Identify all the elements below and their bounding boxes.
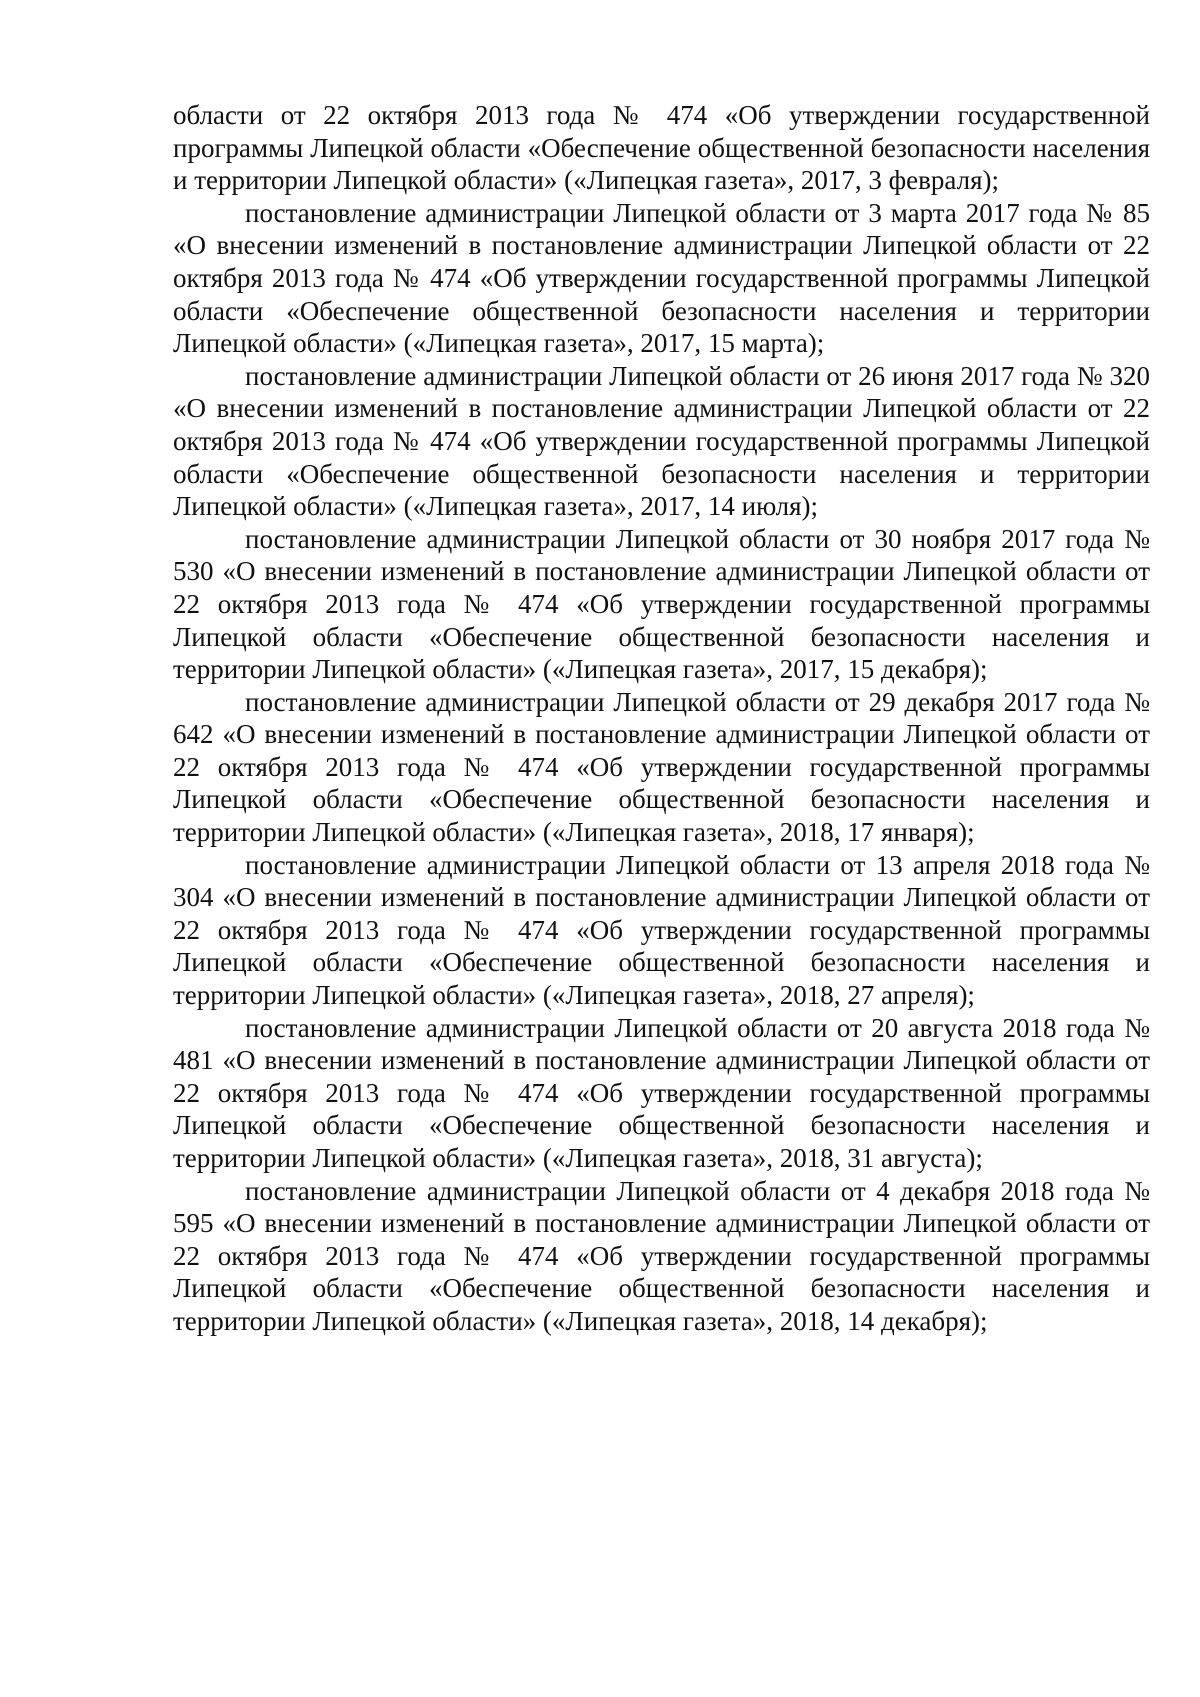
document-page (173, 99, 1150, 1338)
paragraph-resolution-642: постановление администрации Липецкой области от 29 декабря 2017 года № 642 «О внесении изменений в постановление администрации Липецкой области от 22 октября 2013 года № 474 «Об утверждении государственной программы Липецкой области «Обеспечение общественной безопасности населения и территории Липецкой области» («Липецкая газета», 2018, 17 января); (173, 686, 1150, 848)
paragraph-resolution-595: постановление администрации Липецкой области от 4 декабря 2018 года № 595 «О внесении изменений в постановление администрации Липецкой области от 22 октября 2013 года № 474 «Об утверждении государственной программы Липецкой области «Обеспечение общественной безопасности населения и территории Липецкой области» («Липецкая газета», 2018, 14 декабря); (173, 1175, 1150, 1336)
paragraph-resolution-481: постановление администрации Липецкой области от 20 августа 2018 года № 481 «О внесении изменений в постановление администрации Липецкой области от 22 октября 2013 года № 474 «Об утверждении государственной программы Липецкой области «Обеспечение общественной безопасности населения и территории Липецкой области» («Липецкая газета», 2018, 31 августа); (173, 1012, 1150, 1173)
paragraph-resolution-85: постановление администрации Липецкой области от 3 марта 2017 года № 85 «О внесении изменений в постановление администрации Липецкой области от 22 октября 2013 года № 474 «Об утверждении государственной программы Липецкой области «Обеспечение общественной безопасности населения и территории Липецкой области» («Липецкая газета», 2017, 15 марта); (173, 197, 1150, 359)
paragraph-resolution-320: постановление администрации Липецкой области от 26 июня 2017 года № 320 «О внесении изменений в постановление администрации Липецкой области от 22 октября 2013 года № 474 «Об утверждении государственной программы Липецкой области «Обеспечение общественной безопасности населения и территории Липецкой области» («Липецкая газета», 2017, 14 июля); (173, 360, 1150, 522)
paragraph-continuation: области от 22 октября 2013 года № 474 «Об утверждении государственной программы Липецкой области «Обеспечение общественной безопасности населения и территории Липецкой области» («Липецкая газета», 2017, 3 февраля); (173, 100, 1150, 196)
paragraph-resolution-304: постановление администрации Липецкой области от 13 апреля 2018 года № 304 «О внесении изменений в постановление администрации Липецкой области от 22 октября 2013 года № 474 «Об утверждении государственной программы Липецкой области «Обеспечение общественной безопасности населения и территории Липецкой области» («Липецкая газета», 2018, 27 апреля); (173, 849, 1150, 1011)
paragraph-resolution-530: постановление администрации Липецкой области от 30 ноября 2017 года № 530 «О внесении изменений в постановление администрации Липецкой области от 22 октября 2013 года № 474 «Об утверждении государственной программы Липецкой области «Обеспечение общественной безопасности населения и территории Липецкой области» («Липецкая газета», 2017, 15 декабря); (173, 523, 1150, 685)
